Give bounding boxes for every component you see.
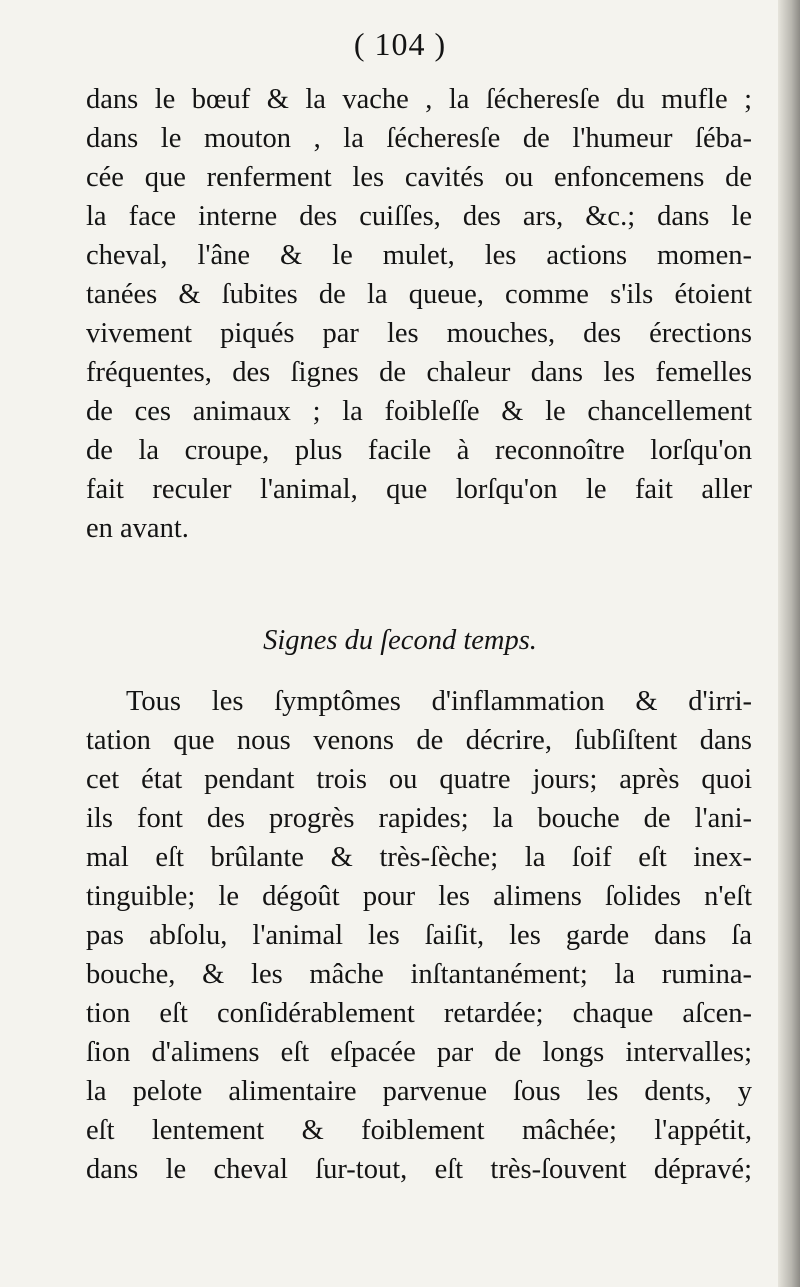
text-line: en avant. [86,513,189,544]
text-line: dans le bœuf & la vache , la ſécheresſe du mufle ; [86,84,752,115]
text-line: cheval, l'âne & le mulet, les actions momen- [86,240,752,271]
paragraph-2 [86,682,752,1189]
text-line: vivement piqués par les mouches, des érections [86,318,752,349]
text-line: la pelote alimentaire parvenue ſous les dents, y [86,1076,752,1107]
text-line: tation que nous venons de décrire, ſubſiſtent dans [86,725,752,756]
text-line: fréquentes, des ſignes de chaleur dans les femelles [86,357,752,388]
text-line: tion eſt conſidérablement retardée; chaque aſcen- [86,998,752,1029]
text-line: ils font des progrès rapides; la bouche de l'ani- [86,803,752,834]
text-line: eſt lentement & foiblement mâchée; l'appétit, [86,1115,752,1146]
text-line: Tous les ſymptômes d'inflammation & d'irri- [126,686,752,717]
text-line: cet état pendant trois ou quatre jours; après quoi [86,764,752,795]
text-line: fait reculer l'animal, que lorſqu'on le fait aller [86,474,752,505]
section-heading: Signes du ſecond temps. [263,625,537,656]
text-line: bouche, & les mâche inſtantanément; la rumina- [86,959,752,990]
text-line: dans le mouton , la ſécheresſe de l'humeur ſéba- [86,123,752,154]
text-line: tinguible; le dégoût pour les alimens ſolides n'eſt [86,881,752,912]
text-line: de ces animaux ; la foibleſſe & le chancellement [86,396,752,427]
text-line: la face interne des cuiſſes, des ars, &c.; dans le [86,201,752,232]
text-line: cée que renferment les cavités ou enfoncemens de [86,162,752,193]
text-line: ſion d'alimens eſt eſpacée par de longs intervalles; [86,1037,752,1068]
text-line: tanées & ſubites de la queue, comme s'ils étoient [86,279,752,310]
page-number: ( 104 ) [353,26,447,62]
paragraph-1 [86,80,752,548]
text-line: mal eſt brûlante & très-ſèche; la ſoif eſt inex- [86,842,752,873]
text-line: dans le cheval ſur-tout, eſt très-ſouvent dépravé; [86,1154,752,1185]
text-line: pas abſolu, l'animal les ſaiſit, les garde dans ſa [86,920,752,951]
text-line: de la croupe, plus facile à reconnoître lorſqu'on [86,435,752,466]
